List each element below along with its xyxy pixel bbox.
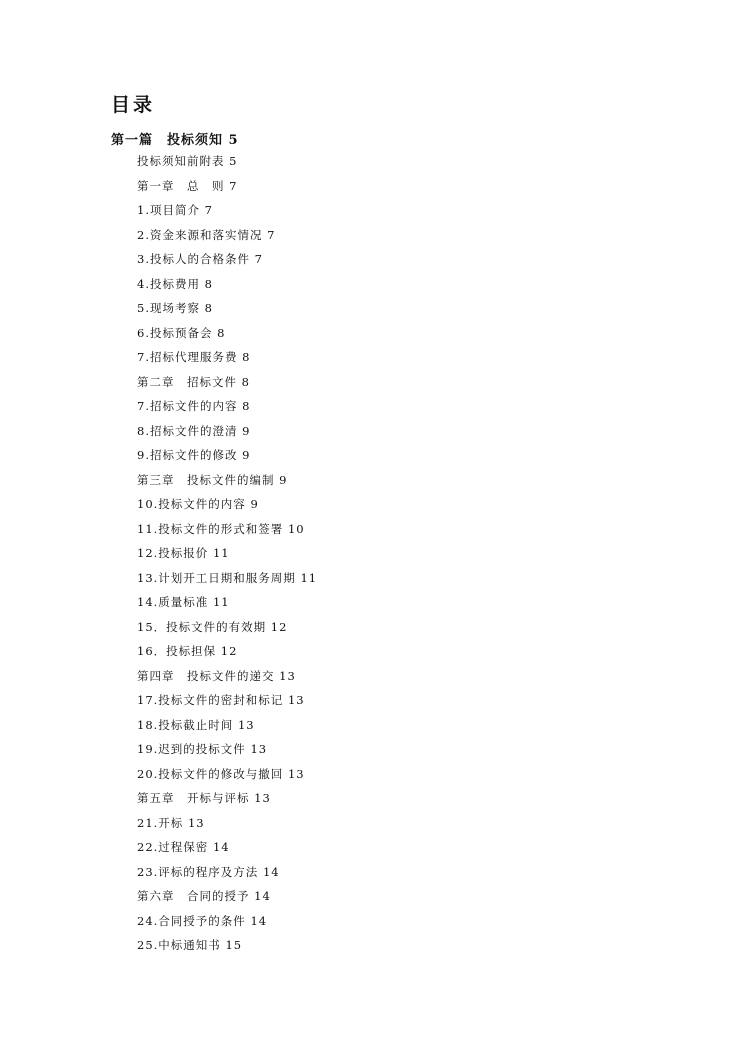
toc-entry: 第五章 开标与评标 13 [137,791,271,805]
toc-entry: 11.投标文件的形式和签署 10 [137,521,305,536]
toc-entry: 第六章 合同的授予 14 [137,889,271,903]
toc-entry: 6.投标预备会 8 [137,325,226,340]
toc-entry: 12.投标报价 11 [137,546,230,560]
toc-entry: 7.招标文件的内容 8 [137,399,251,413]
toc-title: 目录 [111,94,156,116]
toc-entry: 4.投标费用 8 [137,276,213,291]
toc-entry: 22.过程保密 14 [137,840,230,854]
toc-entry: 13.计划开工日期和服务周期 11 [137,570,318,585]
toc-entry: 16．投标担保 12 [137,644,238,658]
toc-list [137,152,317,961]
toc-entry: 14.质量标准 11 [137,595,230,609]
toc-entry: 第一章 总 则 7 [137,178,238,193]
toc-entry: 2.资金来源和落实情况 7 [137,227,276,242]
toc-entry: 10.投标文件的内容 9 [137,497,259,511]
toc-entry: 20.投标文件的修改与撤回 13 [137,766,305,781]
toc-entry: 5.现场考察 8 [137,301,213,315]
toc-entry: 7.招标代理服务费 8 [137,350,251,364]
toc-entry: 23.评标的程序及方法 14 [137,864,280,879]
toc-entry: 第四章 投标文件的递交 13 [137,668,296,683]
toc-entry: 1.项目简介 7 [137,203,213,217]
part-heading: 第一篇 投标须知 5 [111,133,239,148]
toc-entry: 25.中标通知书 15 [137,938,243,952]
toc-entry: 第二章 招标文件 8 [137,374,250,389]
toc-entry: 投标须知前附表 5 [137,154,238,168]
toc-entry: 3.投标人的合格条件 7 [137,252,263,266]
toc-entry: 第三章 投标文件的编制 9 [137,472,288,487]
toc-entry: 17.投标文件的密封和标记 13 [137,693,305,707]
toc-entry: 19.迟到的投标文件 13 [137,742,268,756]
toc-entry: 9.招标文件的修改 9 [137,448,251,462]
toc-entry: 8.招标文件的澄清 9 [137,423,251,438]
toc-entry: 24.合同授予的条件 14 [137,913,268,928]
toc-entry: 15．投标文件的有效期 12 [137,619,288,634]
toc-entry: 18.投标截止时间 13 [137,717,255,732]
toc-entry: 21.开标 13 [137,815,205,830]
